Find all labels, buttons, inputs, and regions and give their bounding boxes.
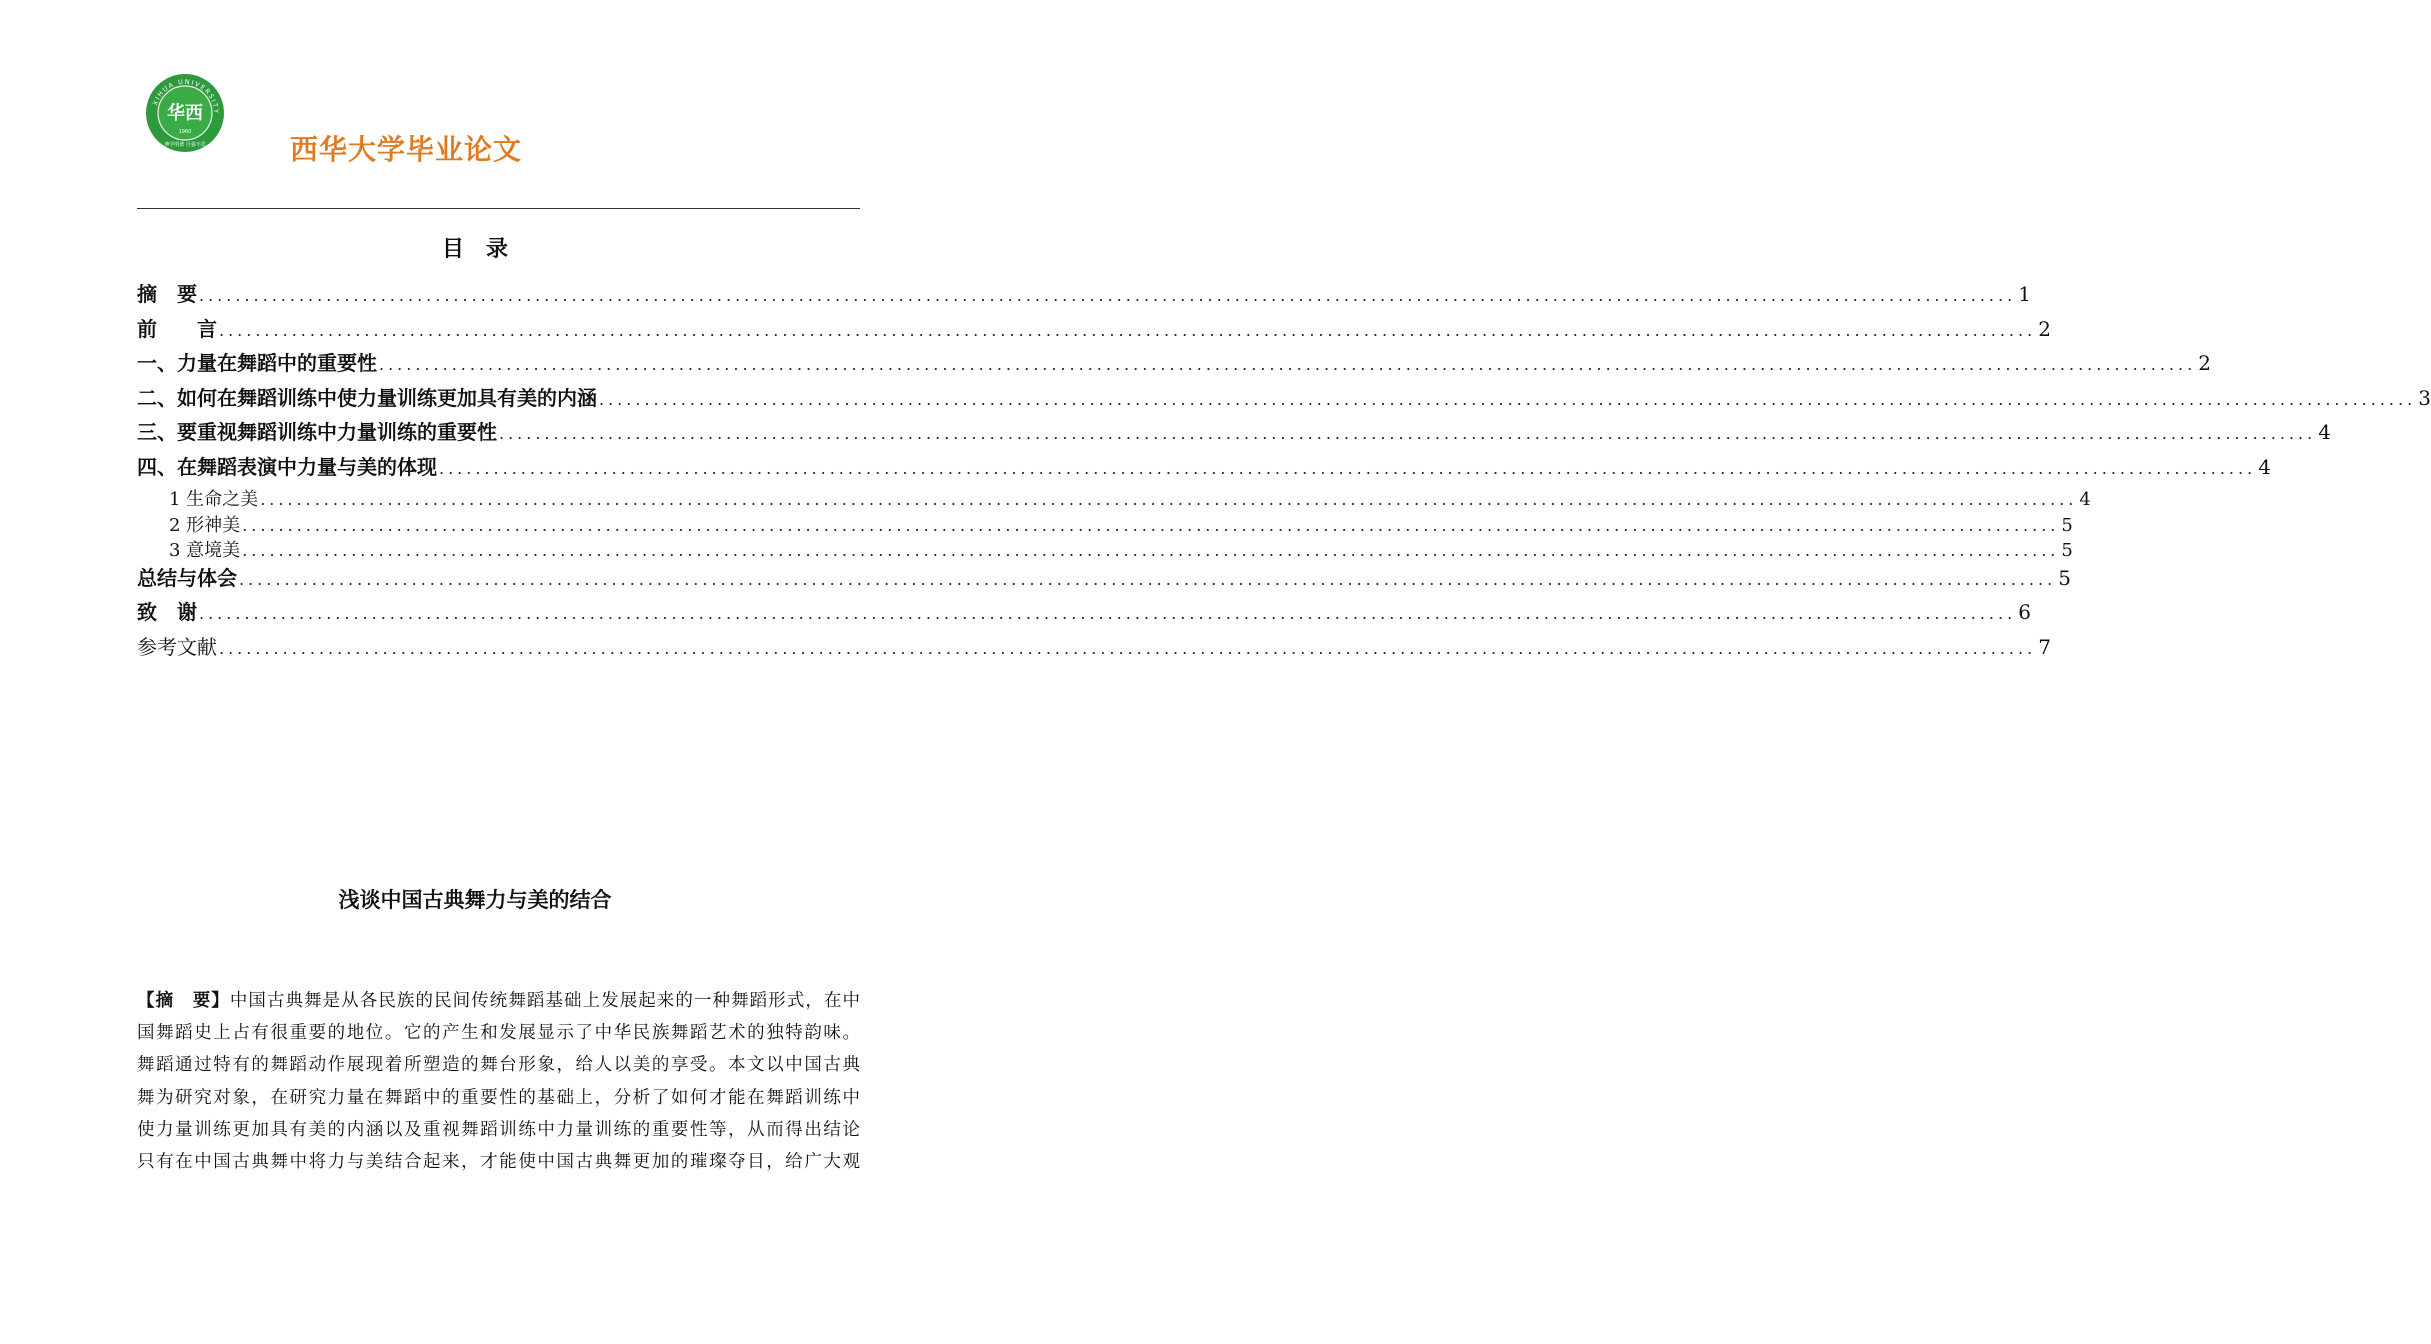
toc-entry[interactable] — [137, 416, 2331, 451]
toc-leader-dots: ........................................................................................................................................................................................................ — [199, 286, 2017, 305]
toc-leader-dots: ........................................................................................................................................................................................................ — [260, 490, 2078, 509]
toc-entry-label: 致 谢 — [137, 600, 197, 624]
toc-entry-label: 3 意境美 — [169, 540, 241, 561]
toc-entry[interactable] — [137, 562, 2071, 597]
toc-entry-page: 5 — [2061, 514, 2073, 536]
toc-entry-label: 一、力量在舞蹈中的重要性 — [137, 351, 377, 375]
toc-entry-page: 4 — [2079, 489, 2091, 510]
toc-entry-page: 2 — [2038, 316, 2051, 341]
toc-entry-label: 二、如何在舞蹈训练中使力量训练更加具有美的内涵 — [137, 385, 597, 410]
abstract-line — [137, 1114, 860, 1146]
university-title: 西华大学毕业论文 — [290, 133, 523, 166]
table-of-contents — [137, 278, 2431, 665]
toc-leader-dots: ........................................................................................................................................................................................................ — [599, 389, 2417, 409]
toc-entry-page: 5 — [2061, 540, 2073, 561]
toc-entry-page: 7 — [2038, 634, 2051, 659]
abstract-text: 只有在中国古典舞中将力与美结合起来，才能使中国古典舞更加的璀璨夺目，给广大观 — [137, 1152, 860, 1173]
paper-title: 浅谈中国古典舞力与美的结合 — [338, 888, 612, 912]
toc-entry-label: 2 形神美 — [169, 514, 241, 536]
toc-leader-dots: ........................................................................................................................................................................................................ — [499, 424, 2317, 443]
abstract-line — [137, 1146, 860, 1178]
toc-entry-page: 4 — [2318, 420, 2331, 444]
toc-entry-page: 1 — [2018, 282, 2031, 306]
toc-entry[interactable] — [137, 596, 2031, 631]
toc-entry-page: 6 — [2018, 600, 2031, 624]
toc-entry-label: 参考文献 — [137, 634, 217, 659]
toc-entry-page: 4 — [2258, 454, 2271, 479]
toc-entry-label: 1 生命之美 — [169, 489, 259, 510]
toc-entry[interactable] — [137, 511, 2073, 537]
abstract-text: 国舞蹈史上占有很重要的地位。它的产生和发展显示了中华民族舞蹈艺术的独特韵味。 — [137, 1023, 860, 1044]
abstract-line — [137, 1082, 860, 1114]
toc-leader-dots: ........................................................................................................................................................................................................ — [219, 638, 2037, 658]
toc-entry-page: 5 — [2058, 565, 2071, 590]
toc-entry-label: 总结与体会 — [137, 565, 237, 590]
toc-entry-label: 摘 要 — [137, 282, 197, 306]
toc-entry-label: 三、要重视舞蹈训练中力量训练的重要性 — [137, 420, 497, 444]
university-logo — [145, 73, 225, 153]
toc-heading: 目 录 — [441, 237, 508, 262]
abstract-line — [137, 1049, 860, 1081]
abstract-text: 中国古典舞是从各民族的民间传统舞蹈基础上发展起来的一种舞蹈形式，在中 — [229, 991, 861, 1011]
toc-entry[interactable] — [137, 451, 2271, 486]
toc-leader-dots: ........................................................................................................................................................................................................ — [239, 569, 2057, 589]
abstract-text: 舞蹈通过特有的舞蹈动作展现着所塑造的舞台形象，给人以美的享受。本文以中国古典 — [137, 1055, 860, 1076]
logo-year: 1960 — [178, 129, 192, 135]
toc-entry-label: 前 言 — [137, 316, 217, 341]
toc-entry-label: 四、在舞蹈表演中力量与美的体现 — [137, 454, 437, 479]
toc-leader-dots: ........................................................................................................................................................................................................ — [379, 355, 2197, 374]
toc-entry[interactable] — [137, 313, 2051, 348]
abstract-line — [137, 985, 860, 1017]
header-divider — [137, 208, 860, 209]
logo-text: 华西 — [167, 103, 203, 124]
toc-entry[interactable] — [137, 382, 2431, 417]
toc-entry[interactable] — [137, 631, 2051, 666]
toc-entry[interactable] — [137, 278, 2031, 313]
logo-ring-text: XIHUA UNIVERSITY — [151, 77, 221, 115]
toc-leader-dots: ........................................................................................................................................................................................................ — [242, 541, 2060, 560]
toc-entry[interactable] — [137, 536, 2073, 562]
toc-leader-dots: ........................................................................................................................................................................................................ — [242, 515, 2060, 535]
toc-leader-dots: ........................................................................................................................................................................................................ — [199, 604, 2017, 623]
toc-leader-dots: ........................................................................................................................................................................................................ — [219, 320, 2037, 340]
abstract-text: 舞为研究对象，在研究力量在舞蹈中的重要性的基础上，分析了如何才能在舞蹈训练中 — [137, 1087, 860, 1108]
toc-entry-page: 2 — [2198, 351, 2211, 375]
logo-bottom-text: 博学明德 自强不息 — [164, 142, 206, 148]
abstract — [137, 985, 860, 1178]
toc-entry-page: 3 — [2418, 385, 2431, 410]
toc-leader-dots: ........................................................................................................................................................................................................ — [439, 458, 2257, 478]
toc-entry[interactable] — [137, 347, 2211, 382]
toc-entry[interactable] — [137, 485, 2091, 511]
abstract-line — [137, 1017, 860, 1049]
abstract-text: 使力量训练更加具有美的内涵以及重视舞蹈训练中力量训练的重要性等，从而得出结论 — [137, 1119, 860, 1140]
abstract-label: 【摘 要】 — [137, 991, 230, 1011]
